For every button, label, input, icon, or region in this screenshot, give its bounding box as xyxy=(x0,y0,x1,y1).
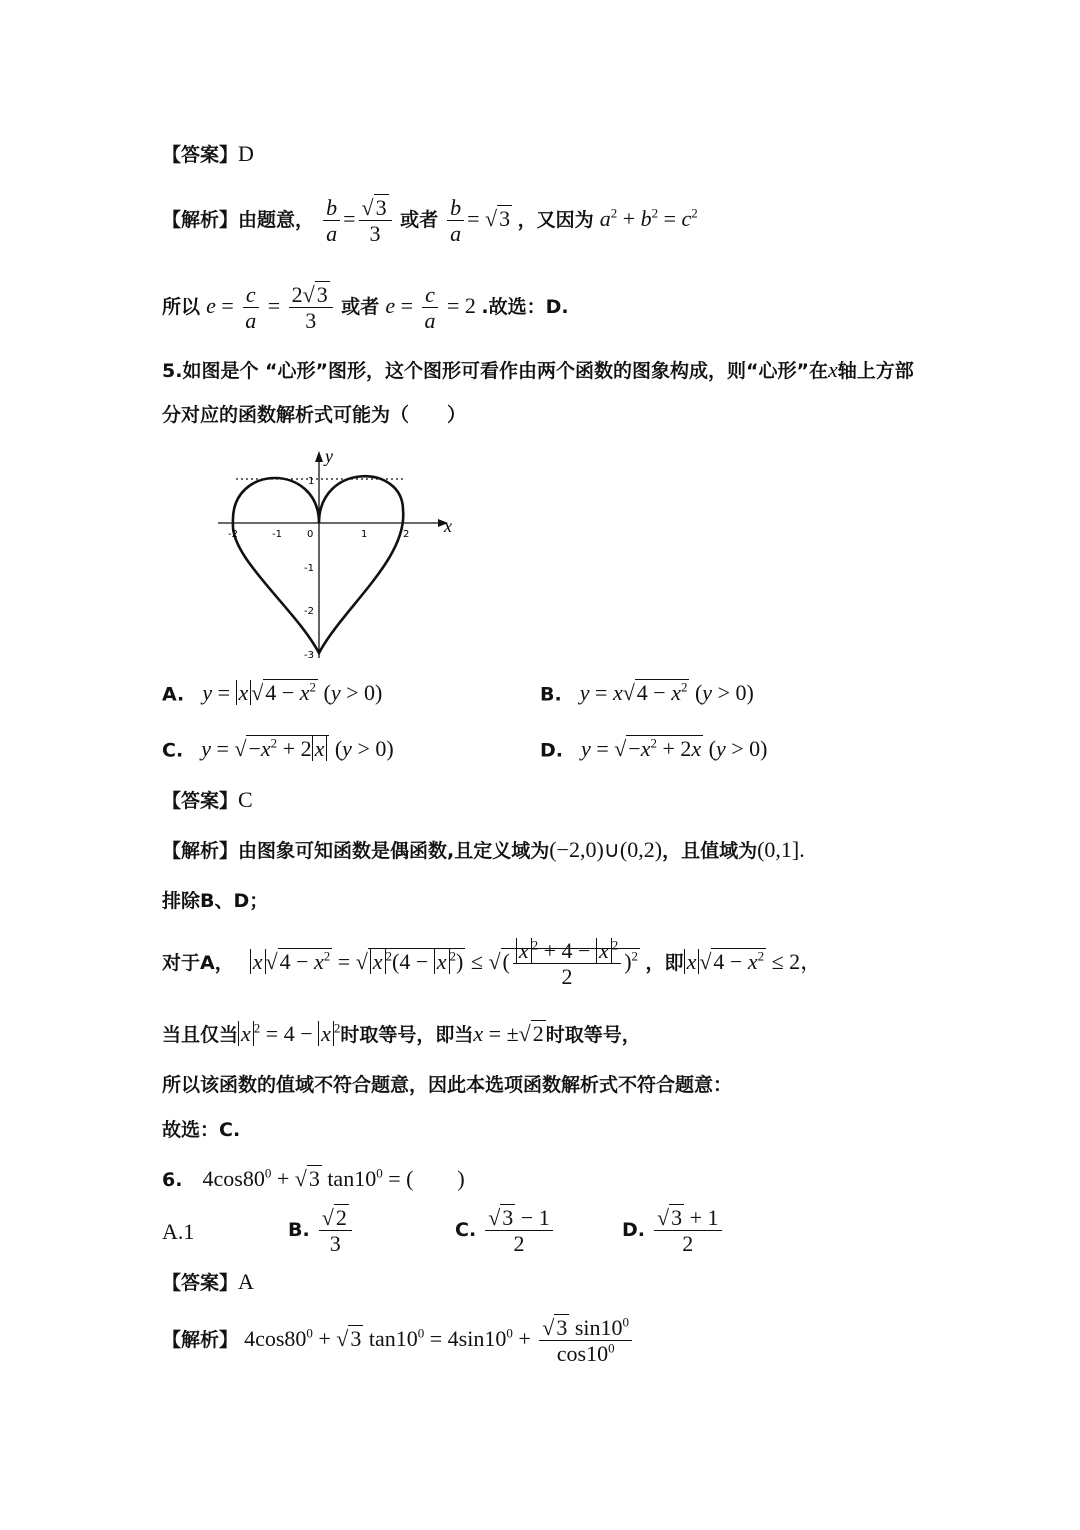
option-c-label: C. xyxy=(162,739,184,762)
iff-text: 当且仅当 xyxy=(162,1024,239,1046)
answer-6 xyxy=(162,1268,254,1295)
answer-label: 【答案】 xyxy=(162,1272,239,1294)
solution-5-line-2 xyxy=(162,886,268,913)
answer-label: 【答案】 xyxy=(162,144,239,166)
formula-e-2: e = $\frac{c}{a}$ = 2 xyxy=(385,282,482,334)
option-6d: D. $\frac{√3 + 1}{2}$ xyxy=(622,1205,725,1257)
option-d: D. $y = √-x^2 + 2x$ (y > 0) xyxy=(540,736,768,762)
option-6c: C. $\frac{√3 - 1}{2}$ xyxy=(455,1205,556,1257)
i-e-text: ，即 xyxy=(645,951,684,974)
y-tick-label: -2 xyxy=(304,606,314,617)
solution-5-line-5 xyxy=(162,1070,732,1097)
solution-5-line-3: 对于A， x $√4 - x^2$ = √ x $^2$(4 − x $^2$) ≤ √( $\frac{x ^2 + 4 - x ^2}{2}$ )$^2$ ，即 x $√4 - x^2 \le 2$， xyxy=(162,937,823,990)
equality-text-end: 时取等号， xyxy=(545,1024,641,1046)
solution-6: 【解析】 $4\cos 80^0 + √3$ $\tan 10^0 = 4\sin 10^0$ + $\frac{√3 \sin 10^0}{\cos 10^0}$ xyxy=(162,1315,635,1367)
option-a: A. y = x $√4 - x^2$ (y > 0) xyxy=(162,680,383,706)
option-6d-label: D. xyxy=(622,1218,645,1241)
solution-label: 【解析】 xyxy=(162,208,239,231)
x-tick-label: 2 xyxy=(403,529,410,540)
option-6b-label: B. xyxy=(288,1218,310,1241)
question-number: 6. xyxy=(162,1169,183,1191)
y-axis-label: y xyxy=(325,448,333,466)
answer-value: D xyxy=(238,141,254,166)
or-text: 或者 xyxy=(400,208,439,231)
option-c: C. $y = √-x^2 + 2$ x (y > 0) xyxy=(162,736,394,762)
option-6c-label: C. xyxy=(455,1218,477,1241)
solution-5-line-6 xyxy=(162,1115,240,1142)
solution-4-line-2 xyxy=(162,282,569,334)
solution-label: 【解析】 xyxy=(162,840,239,862)
formula-b-over-a: $\frac{b}{a}$ = $\frac{√3}{3}$ xyxy=(320,206,400,231)
option-a-label: A. xyxy=(162,683,185,706)
option-b-label: B. xyxy=(540,683,562,706)
question-5-line-2 xyxy=(162,400,466,427)
y-axis-arrow-icon xyxy=(315,451,323,462)
y-tick-label: -3 xyxy=(304,650,314,661)
answer-label: 【答案】 xyxy=(162,790,239,812)
option-b: B. $y = x√4 - x^2$ (y > 0) xyxy=(540,680,754,706)
heart-graph xyxy=(218,448,458,663)
solution-text: 由图象可知函数是偶函数,且定义域为 xyxy=(238,840,550,862)
also-text: ，又因为 xyxy=(517,208,594,231)
solution-5-line-1: 【解析】由图象可知函数是偶函数,且定义域为(−2,0)∪(0,2)，且值域为(0,1]. xyxy=(162,837,805,862)
question-tail: = ( ) xyxy=(388,1166,465,1191)
solution-4-line-1 xyxy=(162,195,698,247)
exclude-text: 排除B、D； xyxy=(162,890,269,912)
equality-text: 时取等号，即当 xyxy=(340,1024,474,1046)
question-text-2: 分对应的函数解析式可能为（ ） xyxy=(162,404,467,426)
solution-label: 【解析】 xyxy=(162,1328,239,1351)
option-6a-label: A.1 xyxy=(162,1219,195,1244)
question-text: 5.如图是个 “心形”图形，这个图形可看作由两个函数的图象构成，则“心形”在 xyxy=(162,360,829,382)
option-6b: B. $\frac{√2}{3}$ xyxy=(288,1205,355,1257)
answer-5 xyxy=(162,786,253,813)
range-text: 所以该函数的值域不符合题意，因此本选项函数解析式不符合题意： xyxy=(162,1074,733,1096)
question-text-end: 轴上方部 xyxy=(837,360,914,382)
question-6: 6. $4\cos 80^0 + √3$ $\tan 10^0$ = ( ) xyxy=(162,1165,465,1191)
for-a-text: 对于A， xyxy=(162,951,234,974)
option-d-label: D. xyxy=(540,739,563,762)
solution-5-line-4: 当且仅当 x $^2$ = 4 − x $^2$时取等号，即当x = ±√2 时取等号， xyxy=(162,1020,641,1046)
heart-curve xyxy=(233,476,403,653)
formula-e-1: e = $\frac{c}{a}$ = $\frac{2√3}{3}$ xyxy=(206,293,341,318)
solution-text-mid: ，且值域为 xyxy=(662,840,758,862)
answer-value: A xyxy=(238,1269,254,1294)
formula-b-over-a-2: $\frac{b}{a}$ = √3 xyxy=(444,206,517,231)
answer-4 xyxy=(162,140,254,167)
choose-text: .故选：D. xyxy=(481,295,569,318)
x-tick-label: 1 xyxy=(361,529,368,540)
x-tick-label: -1 xyxy=(272,529,282,540)
x-axis-label: x xyxy=(444,516,452,536)
so-text: 所以 xyxy=(162,295,201,318)
solution-text: 由题意， xyxy=(238,208,315,231)
y-tick-label: 1 xyxy=(308,476,315,487)
choose-text-5: 故选：C. xyxy=(162,1119,241,1141)
option-6a xyxy=(162,1205,195,1244)
y-tick-label: -1 xyxy=(304,563,314,574)
x-tick-label: 0 xyxy=(307,529,314,540)
question-5-line-1: 5.如图是个 “心形”图形，这个图形可看作由两个函数的图象构成，则“心形”在x轴上方部 xyxy=(162,357,914,382)
x-tick-label: -2 xyxy=(228,529,238,540)
formula-pythag: $a^2 + b^2 = c^2$ xyxy=(599,205,698,231)
answer-value: C xyxy=(238,787,253,812)
or-text-2: 或者 xyxy=(341,295,380,318)
